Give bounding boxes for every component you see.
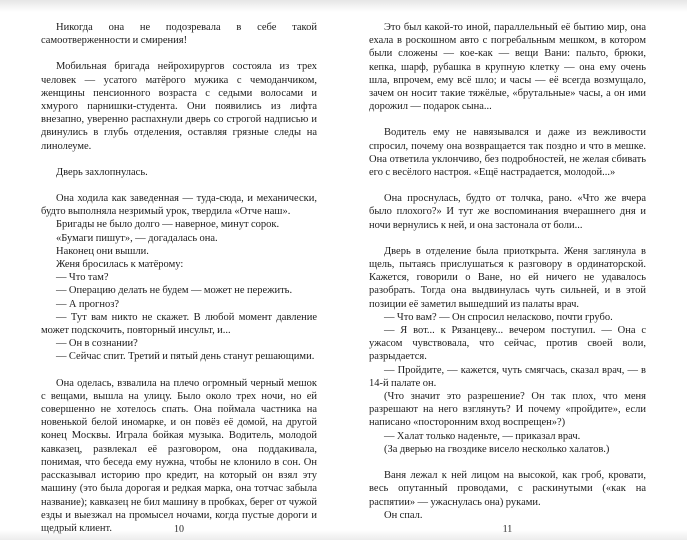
text-section [369, 469, 646, 522]
page-text [41, 21, 317, 535]
paragraph: — Что вам? — Он спросил неласково, почти грубо. [384, 311, 613, 323]
paragraph: — Я вот... к Рязанцеву... вечером поступил. — Она с ужасом чувствовала, что сейчас, против своей воли, разрыдается. [369, 325, 646, 363]
text-section [369, 192, 646, 232]
paragraph: Она проснулась, будто от толчка, рано. «Что же вчера было плохого?» И тут же воспоминания вчерашнего дня и ночи вернулись к ней, и она застонала от боли... [369, 193, 646, 231]
paragraph: (За дверью на гвоздике висело несколько халатов.) [384, 443, 610, 455]
paragraph: Водитель ему не навязывался и даже из вежливости спросил, почему она возвращается так поздно и что в мешке. Она ответила уклончиво, без подробностей, не желая сбивать его с весёлого настроя. «Ещё настрадается, молодой...» [369, 127, 646, 179]
paragraph: Она оделась, взвалила на плечо огромный черный мешок с вещами, вышла на улицу. Было около трех ночи, но ей совершенно не хотелось спать. Она поймала частника на новенькой белой иномарке, и он повёз её домой, на другой конец Москвы. Играла бойкая музыка. Водитель, молодой кавказец, развлекал её разговором, она поддакивала, понимая, что беседа ему нужна, чтобы не клонило в сон. Он рассказывал историю про кредит, на который он взял эту машину (это была дорогая и редкая марка, она тотчас забыла название); кавказец не бил машину в пробках, берег от чужой езды и выезжал на промысел ночами, когда пустые дороги и щедрый клиент. [41, 377, 317, 534]
paragraph: — Он в сознании? [56, 338, 138, 350]
page-number: 10 [174, 524, 184, 535]
paragraph: Бригады не было долго — наверное, минут сорок. [56, 219, 280, 231]
paragraph: — Тут вам никто не скажет. В любой момент давление может подскочить, повторный инсульт, и... [41, 311, 317, 337]
paragraph: Наконец они вышли. [56, 245, 149, 257]
paragraph: Она ходила как заведенная — туда-сюда, и механически, будто выполняла незримый урок, твердила «Отче наш». [41, 193, 317, 218]
text-section [41, 377, 317, 535]
paragraph: — Халат только наденьте, — приказал врач. [384, 430, 581, 442]
paragraph: Он спал. [384, 509, 423, 521]
paragraph: Женя бросилась к матёрому: [56, 259, 184, 271]
text-section [41, 60, 317, 152]
paragraph: — Что там? [56, 272, 109, 284]
paragraph: — Операцию делать не будем — может не пережить. [56, 285, 293, 297]
paragraph: — Сейчас спит. Третий и пятый день станут решающими. [56, 351, 315, 363]
text-section [41, 192, 317, 364]
paragraph: «Бумаги пишут», — догадалась она. [56, 232, 218, 244]
page-text [369, 21, 646, 522]
paragraph: — А прогноз? [56, 298, 120, 310]
text-section [41, 21, 317, 47]
paragraph: Ваня лежал к ней лицом на высокой, как гроб, кровати, весь опутанный проводами, с раскинутыми («как на распятии» — ужаснулась она) руками. [369, 470, 646, 508]
paragraph: Это был какой-то иной, параллельный её бытию мир, она ехала в роскошном авто с погребальным мешком, в котором были сложены — кое-как — вещи Вани: пальто, брюки, кепка, шарф, рубашка в крупную клетку — она ему очень шла, впрочем, ему всё шло; и часы — её всегда возмущало, зачем он носит такие тяжёлые, «брутальные» часы, а он ими дорожил — подарок сына... [369, 22, 646, 113]
paragraph: Дверь захлопнулась. [56, 166, 148, 178]
paragraph: Дверь в отделение была приоткрыта. Женя заглянула в щель, пытаясь прислушаться к разговору в ординаторской. Кажется, говорили о Ване, но ей ничего не удавалось разобрать. Тогда она выдвинулась чуть сильней, и в этой позиции её заметил вышедший из палаты врач. [369, 245, 646, 310]
paragraph: Мобильная бригада нейрохирургов состояла из трех человек — усатого матёрого мужика с чемоданчиком, женщины пенсионного возраста с седыми волосами и хмурого парнишки-студента. Они появились из лифта внезапно, уверенно распахнули дверь со строгой надписью и двинулись в глубь отделения, оставляя грязные следы на линолеуме. [41, 61, 317, 152]
page-number: 11 [502, 524, 513, 535]
text-section [369, 245, 646, 456]
paragraph: — Пройдите, — кажется, чуть смягчась, сказал врач, — в 14-й палате он. [369, 364, 646, 389]
text-section [369, 21, 646, 113]
text-section [41, 166, 317, 179]
paragraph: Никогда она не подозревала в себе такой самоотверженности и смирения! [41, 22, 317, 47]
text-section [369, 126, 646, 179]
page-right [369, 21, 646, 540]
page-left [41, 21, 317, 540]
paragraph: (Что значит это разрешение? Он так плох, что меня разрешают на него взглянуть? И почему «пройдите», если написано «посторонним вход воспрещен»?) [369, 391, 646, 429]
